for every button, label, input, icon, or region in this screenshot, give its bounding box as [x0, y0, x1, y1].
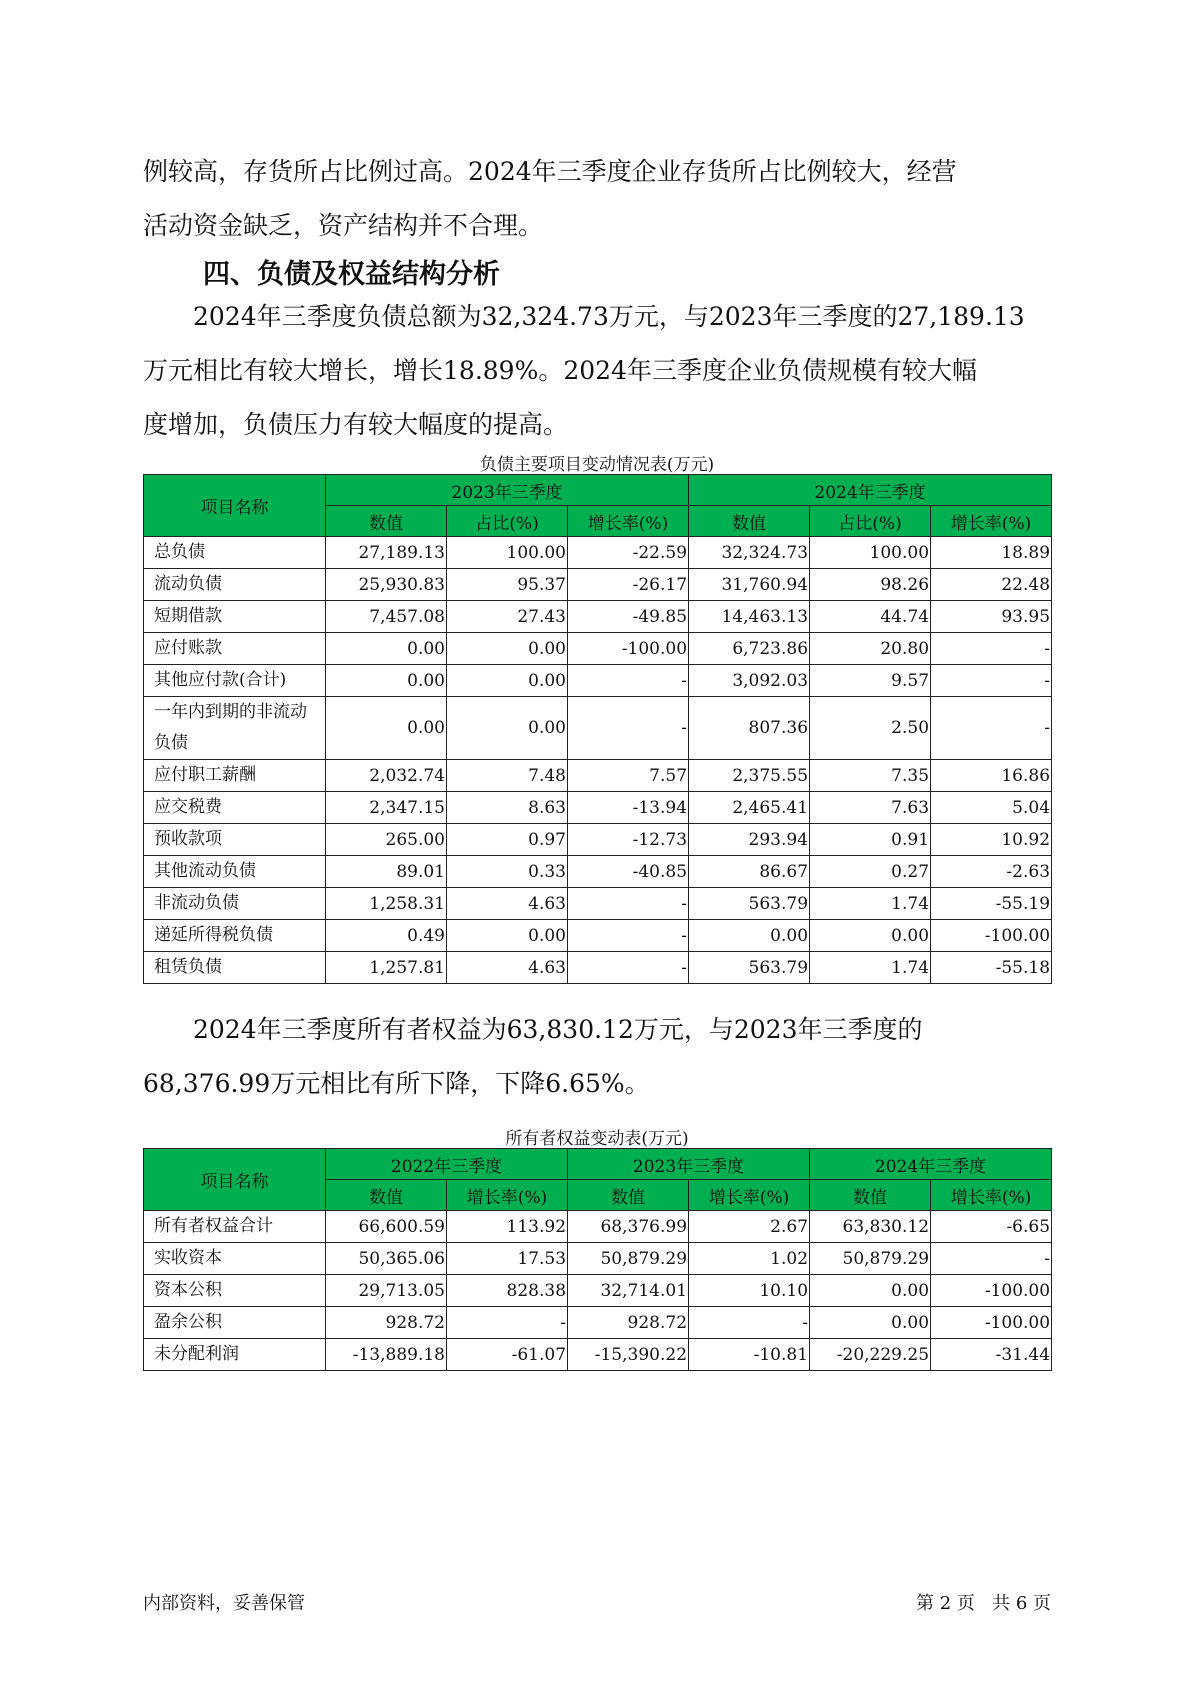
value-cell: 2,032.74: [326, 760, 447, 792]
value-cell: -55.18: [931, 952, 1052, 984]
value-cell: 928.72: [568, 1307, 689, 1339]
value-cell: 100.00: [447, 537, 568, 569]
intro-paragraph: [143, 145, 1068, 253]
row-label: 其他流动负债: [144, 856, 326, 888]
liability-row: [144, 856, 1052, 888]
value-cell: 89.01: [326, 856, 447, 888]
value-cell: 7.63: [810, 792, 931, 824]
equity-subheader: 数值: [326, 1180, 447, 1211]
value-cell: 0.00: [326, 697, 447, 760]
value-cell: 265.00: [326, 824, 447, 856]
value-cell: -2.63: [931, 856, 1052, 888]
value-cell: 1,257.81: [326, 952, 447, 984]
liability-paragraph: [143, 290, 1068, 452]
value-cell: 7.57: [568, 760, 689, 792]
intro-line-1: 例较高，存货所占比例过高。2024年三季度企业存货所占比例较大，经营: [143, 157, 957, 186]
equity-subheader: 增长率(%): [689, 1180, 810, 1211]
liability-subheader: 占比(%): [810, 506, 931, 537]
value-cell: -49.85: [568, 601, 689, 633]
liability-row: [144, 760, 1052, 792]
value-cell: 86.67: [689, 856, 810, 888]
value-cell: 25,930.83: [326, 569, 447, 601]
liability-row: [144, 537, 1052, 569]
value-cell: 928.72: [326, 1307, 447, 1339]
liability-row: [144, 697, 1052, 760]
value-cell: 95.37: [447, 569, 568, 601]
value-cell: -10.81: [689, 1339, 810, 1371]
value-cell: -: [568, 697, 689, 760]
value-cell: 50,879.29: [810, 1243, 931, 1275]
value-cell: -: [689, 1307, 810, 1339]
value-cell: 3,092.03: [689, 665, 810, 697]
equity-period-header: 2024年三季度: [810, 1149, 1052, 1180]
value-cell: 7.48: [447, 760, 568, 792]
value-cell: 0.00: [447, 697, 568, 760]
row-label: 短期借款: [144, 601, 326, 633]
equity-row: [144, 1339, 1052, 1371]
liability-item-header: 项目名称: [144, 475, 326, 537]
value-cell: 22.48: [931, 569, 1052, 601]
value-cell: 0.00: [447, 665, 568, 697]
equity-paragraph: [143, 1003, 1068, 1111]
value-cell: 31,760.94: [689, 569, 810, 601]
value-cell: -15,390.22: [568, 1339, 689, 1371]
value-cell: -: [447, 1307, 568, 1339]
value-cell: 17.53: [447, 1243, 568, 1275]
value-cell: 20.80: [810, 633, 931, 665]
row-label: 应付账款: [144, 633, 326, 665]
value-cell: 563.79: [689, 952, 810, 984]
equity-subheader: 增长率(%): [447, 1180, 568, 1211]
value-cell: 0.00: [810, 920, 931, 952]
value-cell: -: [931, 633, 1052, 665]
row-label: 非流动负债: [144, 888, 326, 920]
liability-period-header: 2024年三季度: [689, 475, 1052, 506]
value-cell: -100.00: [931, 1307, 1052, 1339]
row-label: 应付职工薪酬: [144, 760, 326, 792]
value-cell: 1.74: [810, 952, 931, 984]
row-label: 其他应付款(合计): [144, 665, 326, 697]
liability-subheader: 占比(%): [447, 506, 568, 537]
value-cell: 2,465.41: [689, 792, 810, 824]
value-cell: 98.26: [810, 569, 931, 601]
value-cell: 1.74: [810, 888, 931, 920]
value-cell: 93.95: [931, 601, 1052, 633]
row-label: 总负债: [144, 537, 326, 569]
value-cell: 563.79: [689, 888, 810, 920]
value-cell: -100.00: [568, 633, 689, 665]
value-cell: 0.91: [810, 824, 931, 856]
value-cell: -: [568, 665, 689, 697]
value-cell: 1,258.31: [326, 888, 447, 920]
value-cell: -61.07: [447, 1339, 568, 1371]
value-cell: 10.10: [689, 1275, 810, 1307]
equity-row: [144, 1211, 1052, 1243]
equity-table: [143, 1148, 1052, 1371]
equity-subheader: 数值: [568, 1180, 689, 1211]
equity-period-header: 2023年三季度: [568, 1149, 810, 1180]
row-label: 实收资本: [144, 1243, 326, 1275]
value-cell: 18.89: [931, 537, 1052, 569]
value-cell: -31.44: [931, 1339, 1052, 1371]
liability-line-2: 万元相比有较大增长，增长18.89%。2024年三季度企业负债规模有较大幅: [143, 356, 977, 385]
section-heading: 四、负债及权益结构分析: [203, 259, 500, 290]
equity-period-header: 2022年三季度: [326, 1149, 568, 1180]
value-cell: 68,376.99: [568, 1211, 689, 1243]
value-cell: 807.36: [689, 697, 810, 760]
value-cell: 16.86: [931, 760, 1052, 792]
value-cell: -: [931, 697, 1052, 760]
value-cell: 0.27: [810, 856, 931, 888]
value-cell: 44.74: [810, 601, 931, 633]
liability-line-1: 2024年三季度负债总额为32,324.73万元，与2023年三季度的27,189.13: [193, 302, 1025, 331]
value-cell: 50,365.06: [326, 1243, 447, 1275]
value-cell: 0.00: [447, 920, 568, 952]
value-cell: 29,713.05: [326, 1275, 447, 1307]
value-cell: -: [931, 665, 1052, 697]
value-cell: 828.38: [447, 1275, 568, 1307]
value-cell: -55.19: [931, 888, 1052, 920]
value-cell: 6,723.86: [689, 633, 810, 665]
value-cell: -13.94: [568, 792, 689, 824]
liability-row: [144, 569, 1052, 601]
row-label: 盈余公积: [144, 1307, 326, 1339]
row-label: 一年内到期的非流动负债: [144, 697, 326, 760]
value-cell: 0.00: [810, 1275, 931, 1307]
value-cell: -12.73: [568, 824, 689, 856]
footer-confidential-note: 内部资料，妥善保管: [143, 1593, 305, 1614]
value-cell: 113.92: [447, 1211, 568, 1243]
value-cell: 2.67: [689, 1211, 810, 1243]
liability-subheader: 增长率(%): [931, 506, 1052, 537]
liability-row: [144, 633, 1052, 665]
value-cell: -: [931, 1243, 1052, 1275]
value-cell: 66,600.59: [326, 1211, 447, 1243]
value-cell: 2.50: [810, 697, 931, 760]
row-label: 流动负债: [144, 569, 326, 601]
value-cell: 0.00: [326, 633, 447, 665]
liability-subheader: 数值: [326, 506, 447, 537]
value-cell: -40.85: [568, 856, 689, 888]
value-cell: 14,463.13: [689, 601, 810, 633]
value-cell: -26.17: [568, 569, 689, 601]
liability-row: [144, 920, 1052, 952]
row-label: 租赁负债: [144, 952, 326, 984]
value-cell: 1.02: [689, 1243, 810, 1275]
footer-page-number: 第 2 页 共 6 页: [916, 1593, 1051, 1614]
equity-row: [144, 1243, 1052, 1275]
equity-subheader: 增长率(%): [931, 1180, 1052, 1211]
value-cell: 100.00: [810, 537, 931, 569]
row-label: 递延所得税负债: [144, 920, 326, 952]
liability-subheader: 增长率(%): [568, 506, 689, 537]
value-cell: 10.92: [931, 824, 1052, 856]
value-cell: 0.00: [447, 633, 568, 665]
value-cell: 293.94: [689, 824, 810, 856]
value-cell: 63,830.12: [810, 1211, 931, 1243]
value-cell: 0.00: [326, 665, 447, 697]
equity-line-1: 2024年三季度所有者权益为63,830.12万元，与2023年三季度的: [193, 1015, 923, 1044]
value-cell: 50,879.29: [568, 1243, 689, 1275]
value-cell: 0.97: [447, 824, 568, 856]
liability-row: [144, 824, 1052, 856]
liability-row: [144, 952, 1052, 984]
value-cell: -6.65: [931, 1211, 1052, 1243]
row-label: 应交税费: [144, 792, 326, 824]
liability-row: [144, 888, 1052, 920]
equity-item-header: 项目名称: [144, 1149, 326, 1211]
value-cell: 5.04: [931, 792, 1052, 824]
value-cell: 0.00: [689, 920, 810, 952]
liability-table: [143, 474, 1052, 984]
liability-period-header: 2023年三季度: [326, 475, 689, 506]
liability-row: [144, 665, 1052, 697]
value-cell: 2,375.55: [689, 760, 810, 792]
value-cell: -100.00: [931, 1275, 1052, 1307]
equity-subheader: 数值: [810, 1180, 931, 1211]
value-cell: 0.49: [326, 920, 447, 952]
value-cell: 4.63: [447, 888, 568, 920]
value-cell: 0.00: [810, 1307, 931, 1339]
equity-line-2: 68,376.99万元相比有所下降，下降6.65%。: [143, 1069, 650, 1098]
value-cell: 8.63: [447, 792, 568, 824]
liability-table-caption: 负债主要项目变动情况表(万元): [479, 455, 715, 475]
liability-subheader: 数值: [689, 506, 810, 537]
value-cell: 7.35: [810, 760, 931, 792]
equity-row: [144, 1275, 1052, 1307]
liability-line-3: 度增加，负债压力有较大幅度的提高。: [143, 410, 569, 439]
value-cell: 32,714.01: [568, 1275, 689, 1307]
value-cell: -100.00: [931, 920, 1052, 952]
value-cell: 27,189.13: [326, 537, 447, 569]
value-cell: 4.63: [447, 952, 568, 984]
value-cell: -: [568, 888, 689, 920]
liability-row: [144, 792, 1052, 824]
value-cell: 9.57: [810, 665, 931, 697]
value-cell: 7,457.08: [326, 601, 447, 633]
value-cell: 32,324.73: [689, 537, 810, 569]
equity-table-caption: 所有者权益变动表(万元): [505, 1129, 689, 1149]
row-label: 资本公积: [144, 1275, 326, 1307]
value-cell: -: [568, 952, 689, 984]
value-cell: 27.43: [447, 601, 568, 633]
row-label: 预收款项: [144, 824, 326, 856]
value-cell: 2,347.15: [326, 792, 447, 824]
row-label: 未分配利润: [144, 1339, 326, 1371]
value-cell: -: [568, 920, 689, 952]
value-cell: -20,229.25: [810, 1339, 931, 1371]
value-cell: -13,889.18: [326, 1339, 447, 1371]
value-cell: -22.59: [568, 537, 689, 569]
intro-line-2: 活动资金缺乏，资产结构并不合理。: [143, 211, 544, 240]
row-label: 所有者权益合计: [144, 1211, 326, 1243]
equity-row: [144, 1307, 1052, 1339]
value-cell: 0.33: [447, 856, 568, 888]
liability-row: [144, 601, 1052, 633]
